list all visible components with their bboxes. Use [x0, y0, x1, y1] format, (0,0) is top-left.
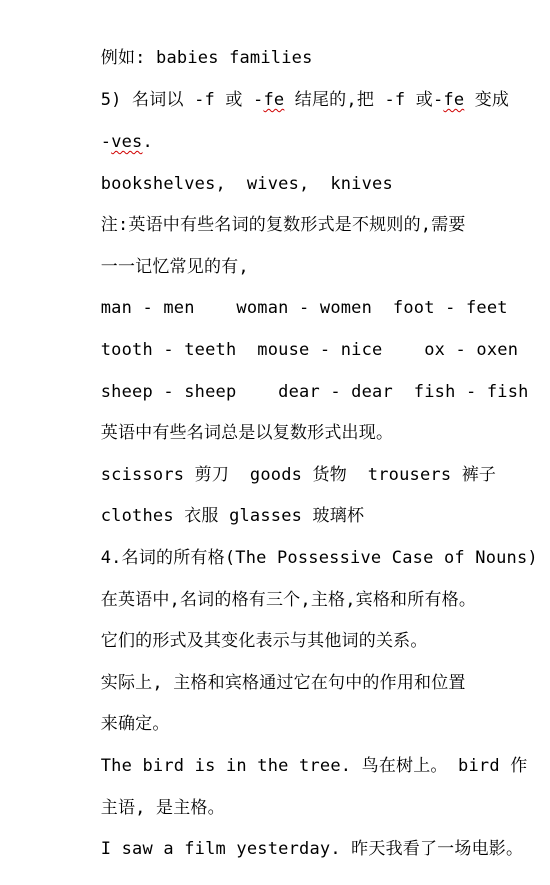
line-text: bookshelves, wives, knives — [100, 174, 393, 194]
line-text: 它们的形式及其变化表示与其他词的关系。 — [100, 631, 428, 651]
line-text: 来确定。 — [100, 714, 170, 734]
line-text: - — [100, 132, 112, 152]
spellcheck-word: fe — [263, 90, 285, 110]
line-text: . — [142, 132, 153, 152]
line-text: man - men woman - women foot - feet — [100, 298, 508, 318]
line-text: scissors 剪刀 goods 货物 trousers 裤子 — [100, 465, 497, 485]
line-text: 在英语中,名词的格有三个,主格,宾格和所有格。 — [100, 590, 477, 610]
line-text: 注:英语中有些名词的复数形式是不规则的,需要 — [100, 215, 466, 235]
line-text: sheep - sheep dear - dear fish - fish — [100, 382, 529, 402]
line-text: I saw a film yesterday. 昨天我看了一场电影。 — [100, 839, 524, 859]
line-text: 英语中有些名词总是以复数形式出现。 — [100, 423, 394, 443]
line-text: tooth - teeth mouse - nice ox - oxen — [100, 340, 519, 360]
line-text: 5) 名词以 -f 或 - — [100, 90, 264, 110]
line-text: clothes 衣服 glasses 玻璃杯 — [100, 506, 365, 526]
line-text: 主语, 是主格。 — [100, 798, 225, 818]
line-text: 变成 — [464, 90, 510, 110]
spellcheck-word: ves — [111, 132, 143, 152]
line-text: 一一记忆常见的有, — [100, 257, 249, 277]
line-text: 例如: babies families — [100, 48, 313, 68]
line-text: 4.名词的所有格(The Possessive Case of Nouns) — [100, 548, 538, 568]
spellcheck-word: fe — [443, 90, 465, 110]
line-text: The bird is in the tree. 鸟在树上。 bird 作 — [100, 756, 528, 776]
line-text: 结尾的,把 -f 或- — [284, 90, 444, 110]
line-text: 实际上, 主格和宾格通过它在句中的作用和位置 — [100, 673, 466, 693]
text-line-film-example — [59, 813, 523, 885]
